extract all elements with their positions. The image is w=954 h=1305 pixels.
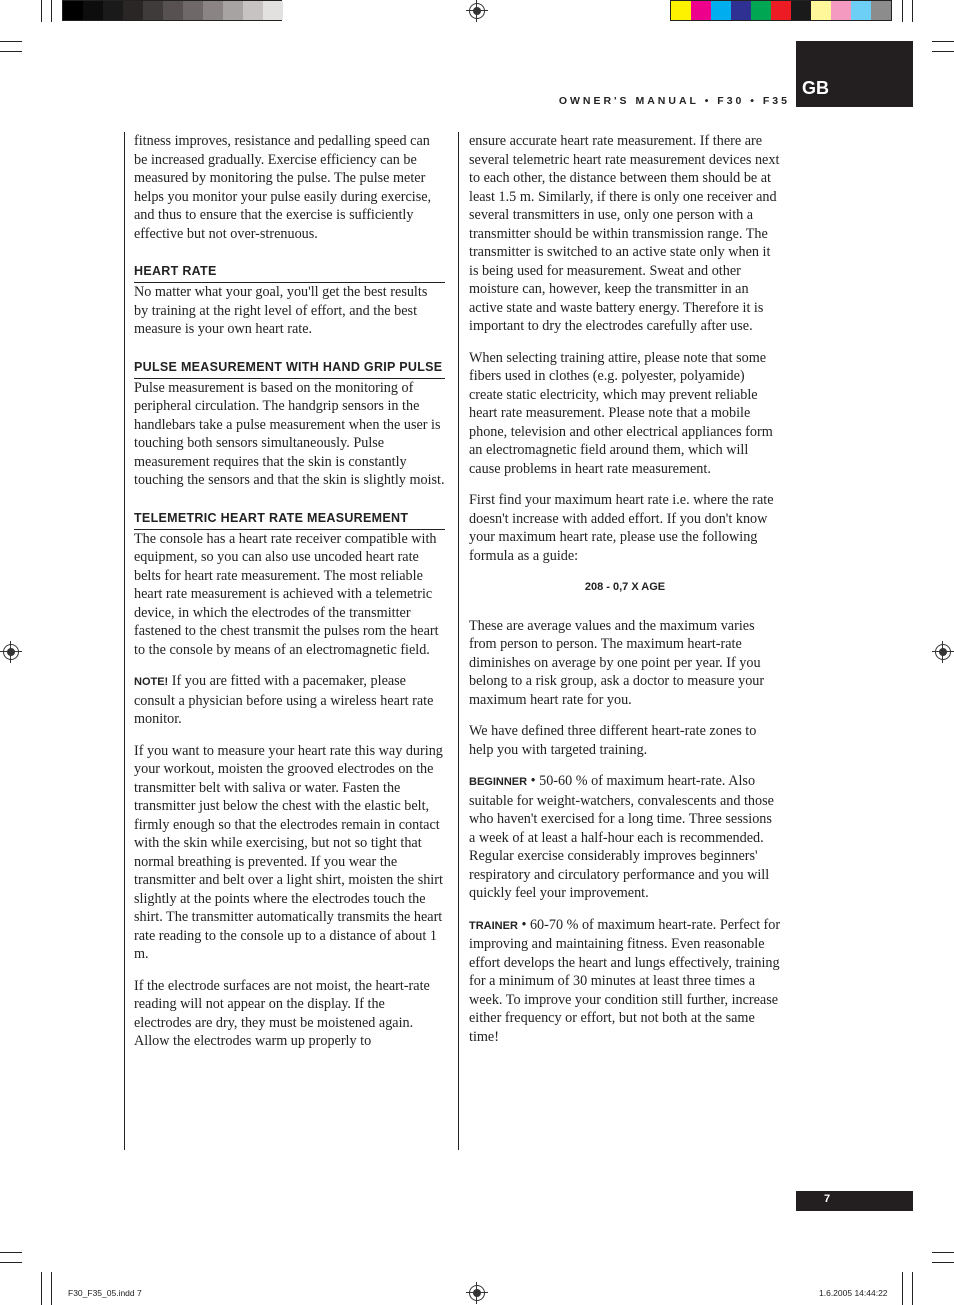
paragraph: ensure accurate heart rate measurement. If there are several telemetric heart rate measurement devices next to each other, the distance between them should be at least 1.5 m. Similarly, if there is only one receiver and several transmitters in use, only one person with a transmitter should be within transmission range. The transmitter is switched to an active state only when it is being used for measurement. Sweat and other moisture can, however, keep the transmitter in an active state and waste battery energy. Therefore it is important to dry the electrodes carefully after use.	[469, 133, 780, 334]
color-swatch	[243, 1, 263, 20]
color-swatch	[691, 1, 711, 20]
section-heading-hand-grip-pulse: PULSE MEASUREMENT WITH HAND GRIP PULSE	[134, 358, 445, 379]
crop-mark-bottom-left-v2	[51, 1272, 52, 1305]
file-slug-left: F30_F35_05.indd 7	[68, 1288, 142, 1298]
note-text: If you are fitted with a pacemaker, please consult a physician before using a wireless heart rate monitor.	[134, 673, 434, 727]
paragraph: First find your maximum heart rate i.e. where the rate doesn't increase with added effort. If you don't know your maximum heart rate, please use the following formula as a guide:	[469, 492, 774, 564]
process-color-bar	[670, 0, 892, 21]
registration-mark-right-icon	[935, 644, 951, 660]
paragraph: We have defined three different heart-rate zones to help you with targeted training.	[469, 723, 757, 758]
column-rule-middle	[458, 132, 459, 1150]
color-swatch	[203, 1, 223, 20]
color-swatch	[63, 1, 83, 20]
paragraph: No matter what your goal, you'll get the best results by training at the right level of effort, and the best measure is your own heart rate.	[134, 284, 428, 337]
max-heart-rate-formula: 208 - 0,7 X AGE	[584, 581, 666, 593]
section-heading-telemetric: TELEMETRIC HEART RATE MEASUREMENT	[134, 509, 445, 530]
paragraph: If you want to measure your heart rate this way during your workout, moisten the grooved electrodes on the transmitter belt with saliva or water. Fasten the transmitter just below the chest with the elastic belt, firmly enough so that the electrodes remain in contact with the skin while exercising, but not so tight that normal breathing is prevented. If you wear the transmitter and belt over a light shirt, moisten the shirt slightly at the points where the electrodes touch the shirt. The transmitter automatically transmits the heart rate reading to the console up to a distance of about 1 m.	[134, 742, 443, 962]
color-swatch	[811, 1, 831, 20]
crop-mark-bottom-right-v	[912, 1272, 913, 1305]
paragraph: If the electrode surfaces are not moist, the heart-rate reading will not appear on the display. If the electrodes are dry, they must be moistened again. Allow the electrodes warm up properly to	[134, 977, 430, 1049]
color-swatch	[183, 1, 203, 20]
column-rule-left	[124, 132, 125, 1150]
crop-mark-top-right-v	[912, 0, 913, 22]
color-swatch	[83, 1, 103, 20]
trainer-zone-paragraph	[469, 916, 781, 1047]
crop-mark-top-right-h2	[932, 51, 954, 52]
color-swatch	[831, 1, 851, 20]
color-swatch	[163, 1, 183, 20]
crop-mark-top-left-v	[41, 0, 42, 22]
color-swatch	[771, 1, 791, 20]
paragraph: Pulse measurement is based on the monitoring of peripheral circulation. The handgrip sensors in the handlebars take a pulse measurement when the user is touching both sensors simultaneously. Pulse measurement requires that the skin is constantly touching the sensors and that the skin is slightly moist.	[134, 379, 445, 488]
running-header: OWNER'S MANUAL • F30 • F35	[558, 95, 790, 107]
page-number-box	[796, 1191, 913, 1211]
crop-mark-top-right-v2	[902, 0, 903, 22]
color-swatch	[751, 1, 771, 20]
paragraph: The console has a heart rate receiver compatible with equipment, so you can also use uncoded heart rate belts for heart rate measurement. The most reliable heart rate measurement is achieved with a telemetric device, in which the electrodes of the transmitter fastened to the chest transmit the pulses rom the heart to the console by means of an electromagnetic field.	[134, 530, 439, 658]
crop-mark-bottom-right-h	[932, 1252, 954, 1253]
color-swatch	[223, 1, 243, 20]
beginner-text: • 50-60 % of maximum heart-rate. Also suitable for weight-watchers, convalescents and those who haven't exercised for a long time. Three sessions a week of at least a half-hour each is recommended. Regular exercise considerably improves beginners' respiratory and circulatory performance and you will quickly feel your improvement.	[469, 773, 774, 901]
crop-mark-top-left-h2	[0, 51, 22, 52]
text-column-right	[469, 132, 781, 1059]
registration-mark-bottom-icon	[469, 1285, 485, 1301]
color-swatch	[731, 1, 751, 20]
color-swatch	[711, 1, 731, 20]
language-tab-label: GB	[802, 78, 829, 98]
color-swatch	[851, 1, 871, 20]
page-number: 7	[824, 1193, 831, 1205]
color-swatch	[671, 1, 691, 20]
beginner-label: BEGINNER	[469, 776, 528, 788]
grayscale-color-bar	[62, 0, 282, 21]
color-swatch	[263, 1, 283, 20]
color-swatch	[871, 1, 891, 20]
crop-mark-bottom-left-v	[41, 1272, 42, 1305]
trainer-label: TRAINER	[469, 919, 518, 932]
note-label: NOTE!	[134, 676, 169, 688]
crop-mark-top-left-h	[0, 41, 22, 42]
paragraph: fitness improves, resistance and pedalling speed can be increased gradually. Exercise efficiency can be measured by monitoring the pulse. The pulse meter helps you monitor your pulse easily during exercise, and thus to ensure that the exercise is sufficiently effective but not over-strenuous.	[134, 133, 432, 242]
registration-mark-left-icon	[3, 644, 19, 660]
color-swatch	[123, 1, 143, 20]
text-column-left	[134, 132, 445, 1064]
paragraph: When selecting training attire, please note that some fibers used in clothes (e.g. polyester, polyamide) create static electricity, which may prevent reliable heart rate measurement. Please note that a mobile phone, television and other electrical appliances form an electromagnetic field around them, which will cause problems in heart rate measurement.	[469, 349, 773, 477]
section-heading-heart-rate: HEART RATE	[134, 262, 445, 283]
color-swatch	[791, 1, 811, 20]
crop-mark-top-right-h	[932, 41, 954, 42]
note-paragraph	[134, 672, 445, 729]
file-slug-right: 1.6.2005 14:44:22	[819, 1288, 888, 1298]
trainer-text: • 60-70 % of maximum heart-rate. Perfect for improving and maintaining fitness. Even reasonable effort develops the heart and lungs effectively, training for a minimum of 30 minutes at least three times a week. To improve your condition still further, increase either frequency or effort, but not both at the same time!	[469, 916, 781, 1045]
crop-mark-bottom-right-v2	[902, 1272, 903, 1305]
crop-mark-bottom-right-h2	[932, 1262, 954, 1263]
color-swatch	[143, 1, 163, 20]
crop-mark-top-left-v2	[51, 0, 52, 22]
paragraph: These are average values and the maximum varies from person to person. The maximum heart-rate diminishes on average by one point per year. If you belong to a risk group, ask a doctor to measure your maximum heart rate for you.	[469, 617, 765, 708]
registration-mark-top-icon	[469, 3, 485, 19]
crop-mark-bottom-left-h2	[0, 1262, 22, 1263]
language-tab	[796, 41, 913, 107]
crop-mark-bottom-left-h	[0, 1252, 22, 1253]
color-swatch	[103, 1, 123, 20]
beginner-zone-paragraph	[469, 772, 781, 903]
